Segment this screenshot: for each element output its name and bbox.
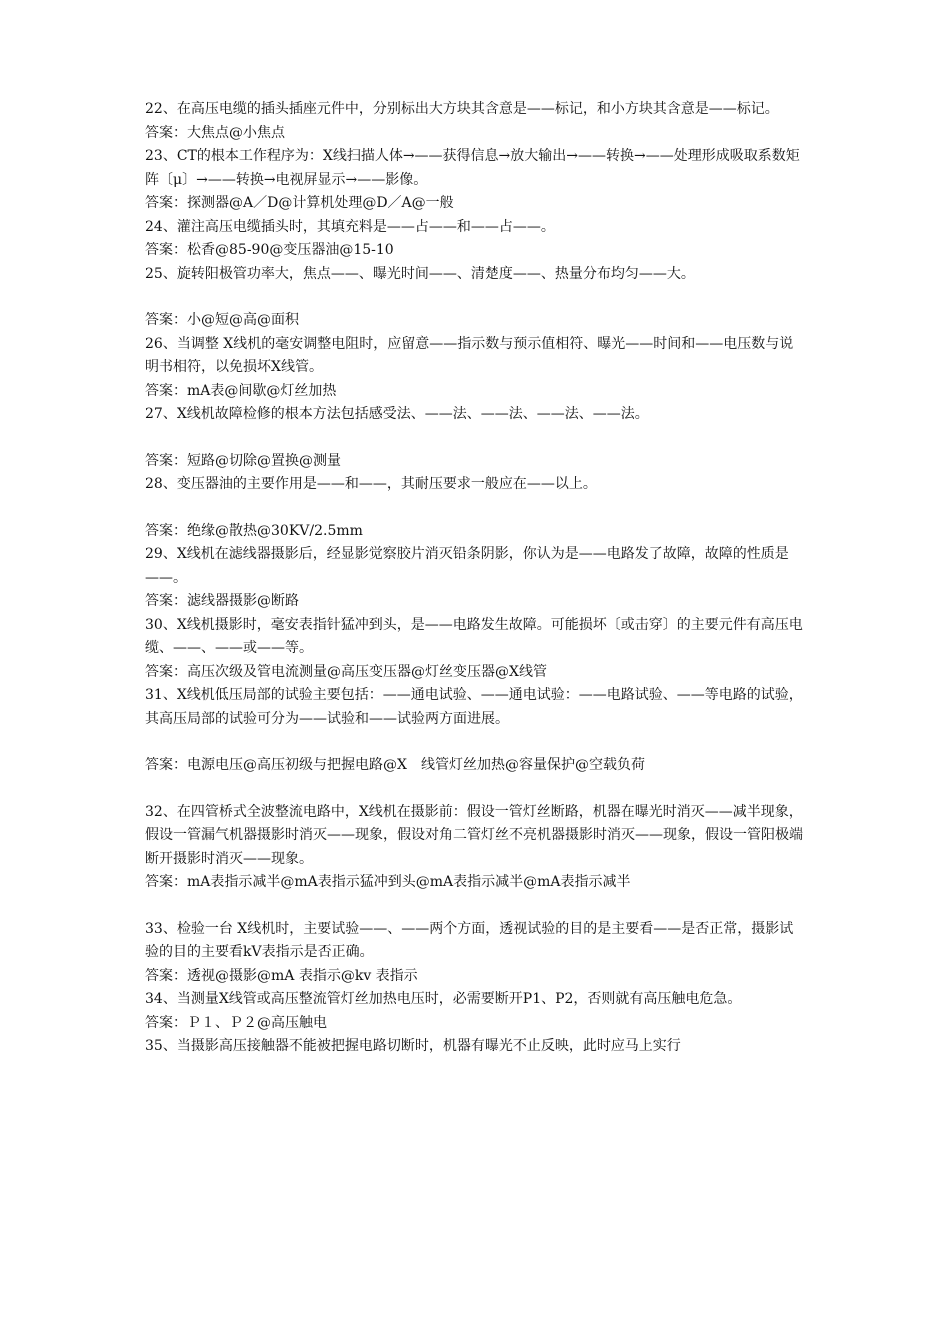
question-text: 34、当测量X线管或高压整流管灯丝加热电压时，必需要断开P1、P2，否则就有高压触电危急。 [145, 991, 742, 1007]
answer-text: 答案：探测器@A／D@计算机处理@D／A@一般 [145, 195, 454, 211]
question-text: 22、在高压电缆的插头插座元件中，分别标出大方块其含意是——标记，和小方块其含意是——标记。 [145, 101, 779, 117]
question-item [145, 614, 805, 685]
answer-text: 答案：短路@切除@置换@测量 [145, 452, 341, 469]
answer-text: 答案：小@短@高@面积 [145, 312, 299, 328]
answer-text: 答案：松香@85-90@变压器油@15-10 [145, 242, 394, 258]
question-item [145, 1035, 805, 1059]
blank-line [145, 497, 805, 520]
question-item [145, 403, 805, 473]
answer-text: 答案：大焦点@小焦点 [145, 124, 285, 141]
question-text: 27、X线机故障检修的根本方法包括感受法、——法、——法、——法、——法。 [145, 406, 649, 422]
question-item [145, 988, 805, 1035]
question-text: 29、X线机在滤线器摄影后，经显影觉察胶片消灭铅条阴影，你认为是——电路发了故障，故障的性质是——。 [145, 546, 789, 586]
question-item [145, 333, 805, 404]
question-text: 25、旋转阳极管功率大，焦点——、曝光时间——、清楚度——、热量分布均匀——大。 [145, 265, 695, 282]
question-text: 23、CT的根本工作程序为：X线扫描人体→——获得信息→放大输出→——转换→——处理形成吸取系数矩阵〔μ〕→——转换→电视屏显示→——影像。 [145, 148, 800, 188]
question-item [145, 684, 805, 778]
answer-text: 答案：滤线器摄影@断路 [145, 593, 299, 609]
answer-text: 答案：透视@摄影@mA 表指示@kv 表指示 [145, 967, 418, 984]
question-text: 35、当摄影高压接触器不能被把握电路切断时，机器有曝光不止反映，此时应马上实行 [145, 1038, 681, 1054]
question-text: 24、灌注高压电缆插头时，其填充料是——占——和——占——。 [145, 218, 555, 235]
question-item [145, 263, 805, 333]
answer-text: 答案：绝缘@散热@30KV/2.5mm [145, 522, 363, 539]
blank-line [145, 778, 805, 801]
blank-line [145, 427, 805, 450]
question-text: 30、X线机摄影时，毫安表指针猛冲到头，是——电路发生故障。可能损坏〔或击穿〕的主要元件有高压电缆、——、——或——等。 [145, 616, 803, 656]
answer-text: 答案：电源电压@高压初级与把握电路@X 线管灯丝加热@容量保护@空载负荷 [145, 757, 645, 773]
question-item [145, 473, 805, 543]
question-item [145, 543, 805, 614]
blank-line [145, 731, 805, 754]
question-item [145, 801, 805, 895]
blank-line [145, 895, 805, 918]
blank-line [145, 286, 805, 309]
question-item [145, 918, 805, 989]
question-text: 28、变压器油的主要作用是——和——，其耐压要求一般应在——以上。 [145, 476, 597, 492]
answer-text: 答案：高压次级及管电流测量@高压变压器@灯丝变压器@X线管 [145, 663, 547, 680]
question-item [145, 216, 805, 263]
question-text: 31、X线机低压局部的试验主要包括：——通电试验、——通电试验：——电路试验、——等电路的试验，其高压局部的试验可分为——试验和——试验两方面进展。 [145, 687, 803, 727]
qa-list [145, 98, 805, 1059]
question-text: 26、当调整 X线机的毫安调整电阻时，应留意——指示数与预示值相符、曝光——时间和——电压数与说明书相符，以免损坏X线管。 [145, 335, 794, 375]
answer-text: 答案：Ｐ１、Ｐ２@高压触电 [145, 1014, 327, 1031]
question-item [145, 145, 805, 216]
question-text: 33、检验一台 X线机时，主要试验——、——两个方面，透视试验的目的是主要看——是否正常，摄影试验的目的主要看kV表指示是否正确。 [145, 920, 794, 960]
question-text: 32、在四管桥式全波整流电路中，X线机在摄影前：假设一管灯丝断路，机器在曝光时消灭——减半现象，假设一管漏气机器摄影时消灭——现象，假设对角二管灯丝不亮机器摄影时消灭——现象，假设一管阳极端断开摄影时消灭——现象。 [145, 803, 803, 867]
question-item [145, 98, 805, 145]
answer-text: 答案：mA表指示减半@mA表指示猛冲到头@mA表指示减半@mA表指示减半 [145, 874, 631, 890]
answer-text: 答案：mA表@间歇@灯丝加热 [145, 382, 337, 399]
